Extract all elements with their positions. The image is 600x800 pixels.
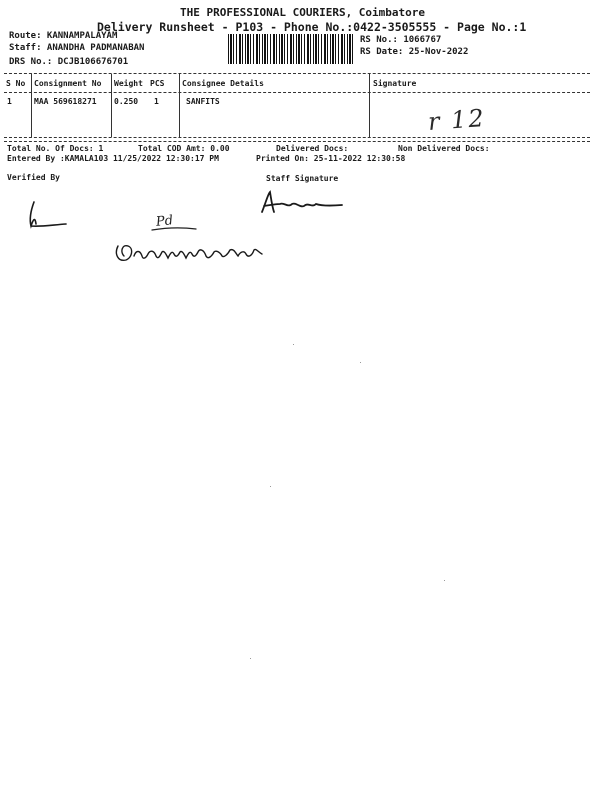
scan-speck xyxy=(250,658,251,659)
receiver-signature xyxy=(112,236,272,272)
total-cod: Total COD Amt: 0.00 xyxy=(138,144,230,153)
staff-signature-label: Staff Signature xyxy=(266,174,339,183)
row-pcs: 1 xyxy=(154,97,159,106)
rs-date: RS Date: 25-Nov-2022 xyxy=(360,47,469,57)
table-top-rule xyxy=(4,73,590,74)
row-weight: 0.250 xyxy=(114,97,139,106)
scan-speck xyxy=(293,344,294,345)
drs-number: DRS No.: DCJB106676701 xyxy=(9,57,129,67)
company-title: THE PROFESSIONAL COURIERS, Coimbatore xyxy=(180,6,426,19)
barcode xyxy=(228,34,355,64)
handwritten-signature-note: r 12 xyxy=(427,104,487,136)
row-sno: 1 xyxy=(7,97,12,106)
total-docs: Total No. Of Docs: 1 xyxy=(7,144,104,153)
scan-speck xyxy=(270,486,271,487)
table-bottom-rule-2 xyxy=(4,141,590,142)
printed-on: Printed On: 25-11-2022 12:30:58 xyxy=(256,154,406,163)
staff-signature xyxy=(258,188,348,218)
col-divider xyxy=(179,74,180,137)
row-consignee: SANFITS xyxy=(186,97,220,106)
scan-speck xyxy=(444,580,445,581)
staff-label: Staff: ANANDHA PADMANABAN xyxy=(9,43,145,53)
route-label: Route: KANNAMPALAYAM xyxy=(9,31,118,41)
initial-underline xyxy=(150,224,200,234)
table-header-rule xyxy=(4,92,590,93)
row-consignment: MAA 569618271 xyxy=(34,97,97,106)
delivered-docs: Delivered Docs: xyxy=(276,144,349,153)
header-weight: Weight xyxy=(114,79,143,88)
col-divider xyxy=(369,74,370,137)
header-signature: Signature xyxy=(373,79,417,88)
col-divider xyxy=(111,74,112,137)
runsheet-title: Delivery Runsheet - P103 - Phone No.:0422-3505555 - Page No.:1 xyxy=(97,20,527,34)
verifier-signature xyxy=(22,196,72,232)
header-pcs: PCS xyxy=(150,79,165,88)
header-consignment: Consignment No xyxy=(34,79,102,88)
verified-by-label: Verified By xyxy=(7,173,60,182)
scan-speck xyxy=(360,362,361,363)
header-consignee: Consignee Details xyxy=(182,79,264,88)
col-divider xyxy=(31,74,32,137)
rs-number: RS No.: 1066767 xyxy=(360,35,442,45)
header-sno: S No xyxy=(6,79,26,88)
entered-by: Entered By :KAMALA103 11/25/2022 12:30:17 PM xyxy=(7,154,219,163)
non-delivered-docs: Non Delivered Docs: xyxy=(398,144,490,153)
table-bottom-rule xyxy=(4,137,590,138)
handwritten-initial: Pd xyxy=(155,213,174,230)
